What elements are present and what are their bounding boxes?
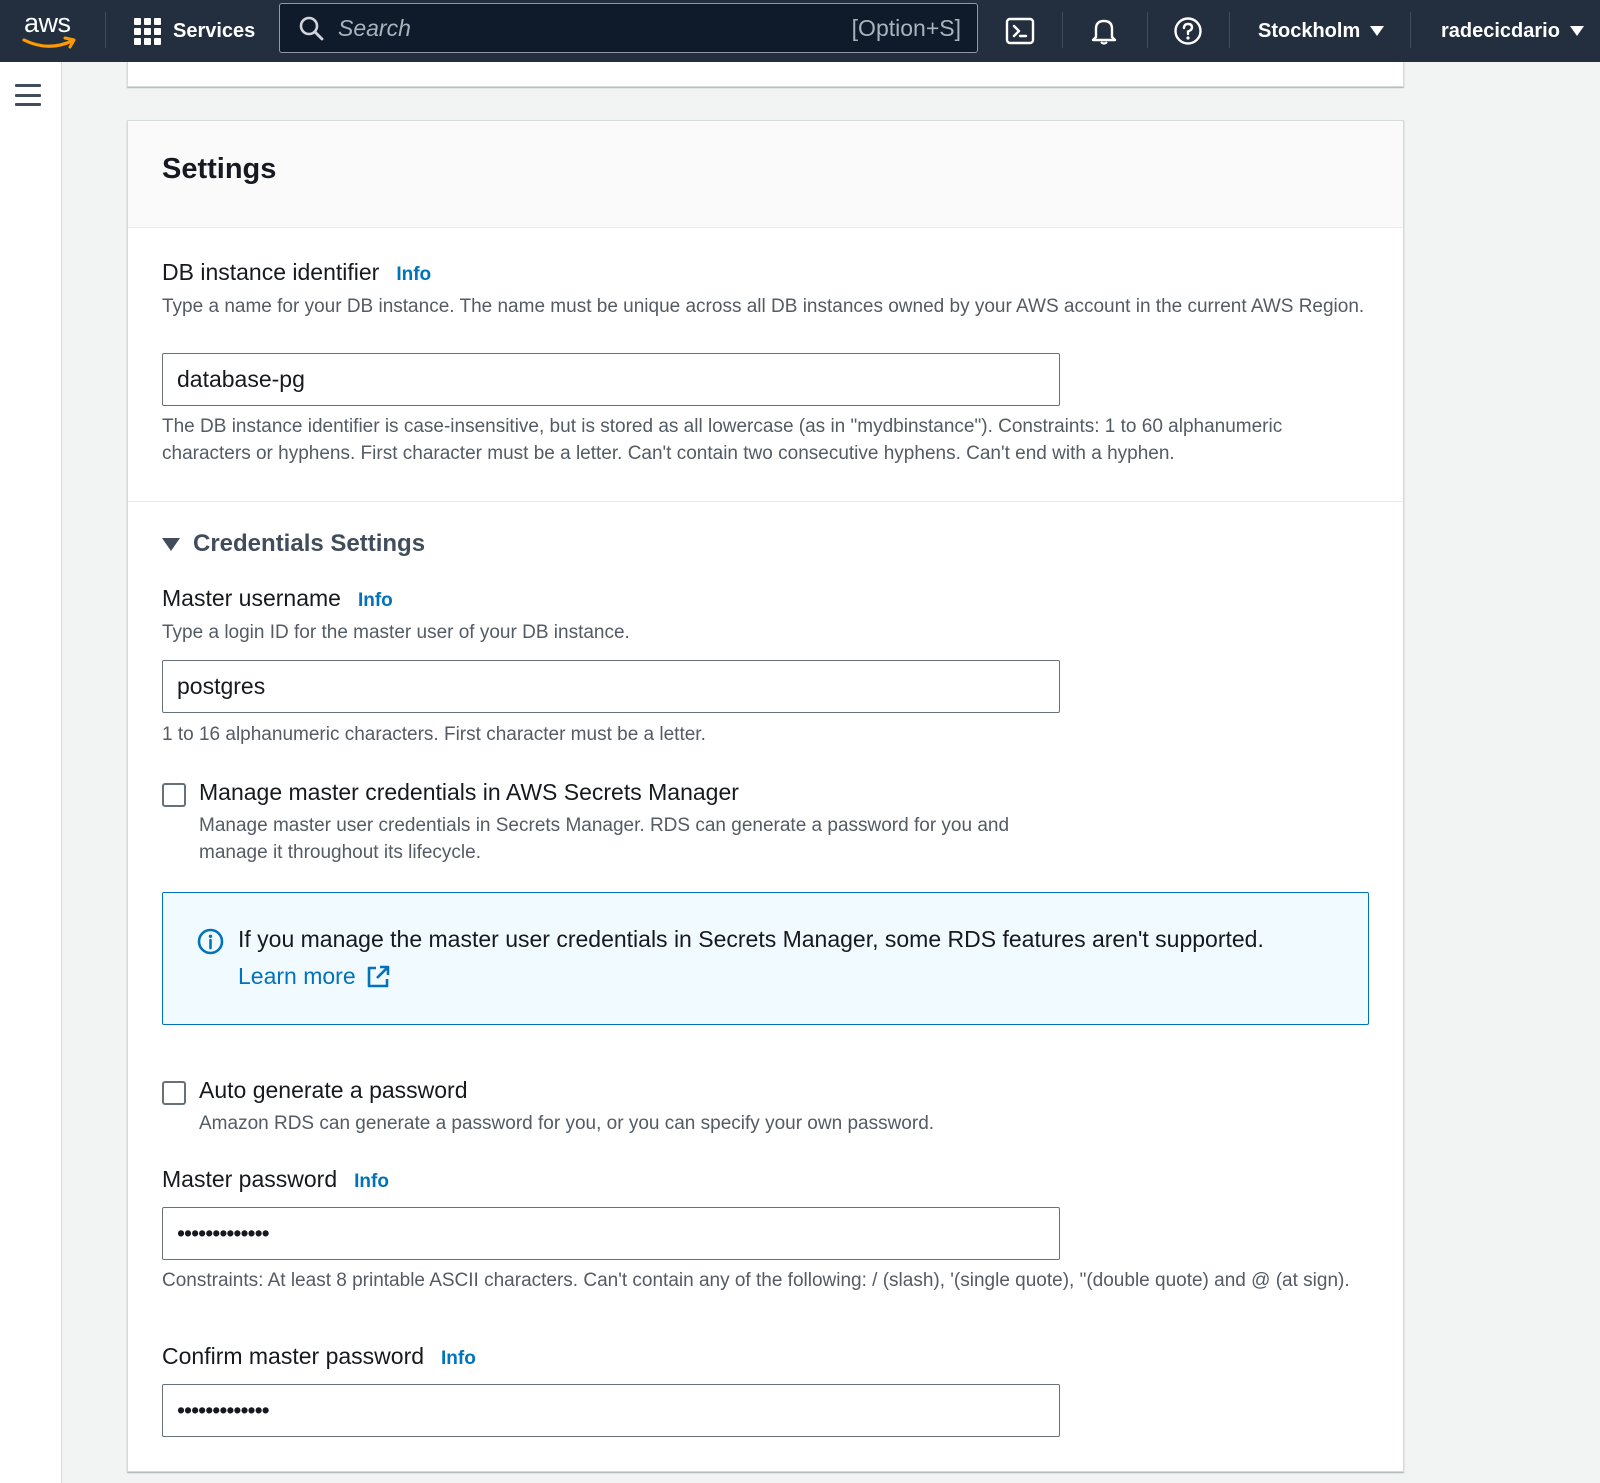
section-divider <box>128 501 1403 502</box>
master-username-input[interactable] <box>162 660 1060 713</box>
nav-divider <box>1229 12 1230 48</box>
credentials-settings-title: Credentials Settings <box>193 530 426 557</box>
master-username-label-row <box>162 585 393 612</box>
panel-title: Settings <box>162 153 277 185</box>
learn-more-label: Learn more <box>238 963 356 989</box>
hamburger-menu-icon[interactable] <box>15 84 41 106</box>
search-shortcut: [Option+S] <box>851 14 961 41</box>
master-password-label-row <box>162 1166 389 1193</box>
master-username-label: Master username <box>162 585 341 611</box>
region-selector[interactable] <box>1258 14 1384 48</box>
master-password-input[interactable] <box>162 1207 1060 1260</box>
aws-smile-icon <box>22 36 80 52</box>
search-placeholder: Search <box>338 14 411 41</box>
db-identifier-constraint: The DB instance identifier is case-insensitive, but is stored as all lowercase (as in "mydbinstance"). Constraints: 1 to 60 alphanumeric characters or hyphens. First character must be a letter. Can't contain two consecutive hyphens. Can't end with a hyphen. <box>162 416 1283 464</box>
db-identifier-info-link[interactable]: Info <box>396 264 432 285</box>
master-password-label: Master password <box>162 1166 338 1192</box>
master-username-description: Type a login ID for the master user of your DB instance. <box>162 622 630 643</box>
nav-divider <box>1147 12 1148 48</box>
caret-down-icon <box>1570 26 1584 36</box>
services-label: Services <box>173 19 256 42</box>
confirm-password-info-link[interactable]: Info <box>441 1348 476 1369</box>
cloudshell-button[interactable] <box>1003 14 1037 48</box>
master-username-constraint: 1 to 16 alphanumeric characters. First character must be a letter. <box>162 724 706 745</box>
auto-generate-password-description: Amazon RDS can generate a password for you, or you can specify your own password. <box>199 1113 935 1134</box>
bell-icon <box>1089 16 1119 46</box>
manage-secrets-description: Manage master user credentials in Secrets Manager. RDS can generate a password for you and manage it throughout its lifecycle. <box>199 815 1010 863</box>
search-icon <box>298 15 324 41</box>
learn-more-link[interactable] <box>238 963 390 990</box>
account-name: radecicdario <box>1441 19 1560 42</box>
db-identifier-label: DB instance identifier <box>162 259 380 285</box>
settings-panel <box>127 120 1404 1472</box>
side-navigation-rail <box>0 62 62 1483</box>
panel-header <box>128 121 1403 228</box>
region-label: Stockholm <box>1258 19 1361 42</box>
nav-divider <box>1062 12 1063 48</box>
master-password-info-link[interactable]: Info <box>354 1171 389 1192</box>
info-circle-icon <box>197 928 224 955</box>
help-icon <box>1173 16 1203 46</box>
confirm-password-value: ••••••••••••• <box>177 1397 269 1423</box>
notifications-button[interactable] <box>1087 14 1121 48</box>
confirm-password-label: Confirm master password <box>162 1343 425 1369</box>
credentials-settings-expander[interactable] <box>162 530 425 558</box>
auto-generate-password-label[interactable]: Auto generate a password <box>199 1077 468 1103</box>
help-button[interactable] <box>1171 14 1205 48</box>
master-password-value: ••••••••••••• <box>177 1220 269 1246</box>
db-identifier-description: Type a name for your DB instance. The name must be unique across all DB instances owned by your AWS account in the current AWS Region. <box>162 296 1365 317</box>
search-input[interactable] <box>279 3 978 53</box>
db-identifier-input[interactable] <box>162 353 1060 406</box>
manage-secrets-label[interactable]: Manage master credentials in AWS Secrets Manager <box>199 779 739 805</box>
db-identifier-value: database-pg <box>177 366 305 392</box>
secrets-manager-info-alert <box>162 892 1369 1025</box>
external-link-icon <box>366 965 390 989</box>
alert-message: If you manage the master user credentials in Secrets Manager, some RDS features aren't supported. <box>238 926 1264 952</box>
aws-logo-text: aws <box>24 8 71 38</box>
cloudshell-icon <box>1005 17 1035 45</box>
auto-generate-password-checkbox[interactable] <box>162 1081 186 1105</box>
master-password-constraint: Constraints: At least 8 printable ASCII characters. Can't contain any of the following: / (slash), '(single quote), "(double quote) and @ (at sign). <box>162 1270 1350 1291</box>
confirm-password-label-row <box>162 1343 476 1370</box>
nav-divider <box>1410 12 1411 48</box>
services-grid-icon <box>134 18 161 45</box>
db-identifier-label-row <box>162 259 431 286</box>
aws-logo[interactable] <box>22 8 80 52</box>
manage-secrets-checkbox[interactable] <box>162 783 186 807</box>
confirm-password-input[interactable] <box>162 1384 1060 1437</box>
top-nav <box>0 0 1600 62</box>
master-username-info-link[interactable]: Info <box>357 590 393 611</box>
services-menu[interactable] <box>134 14 255 48</box>
previous-panel <box>127 62 1404 87</box>
caret-down-icon <box>1370 26 1384 36</box>
nav-divider <box>105 12 106 48</box>
triangle-down-icon <box>162 538 180 551</box>
account-menu[interactable] <box>1441 14 1584 48</box>
master-username-value: postgres <box>177 673 266 699</box>
